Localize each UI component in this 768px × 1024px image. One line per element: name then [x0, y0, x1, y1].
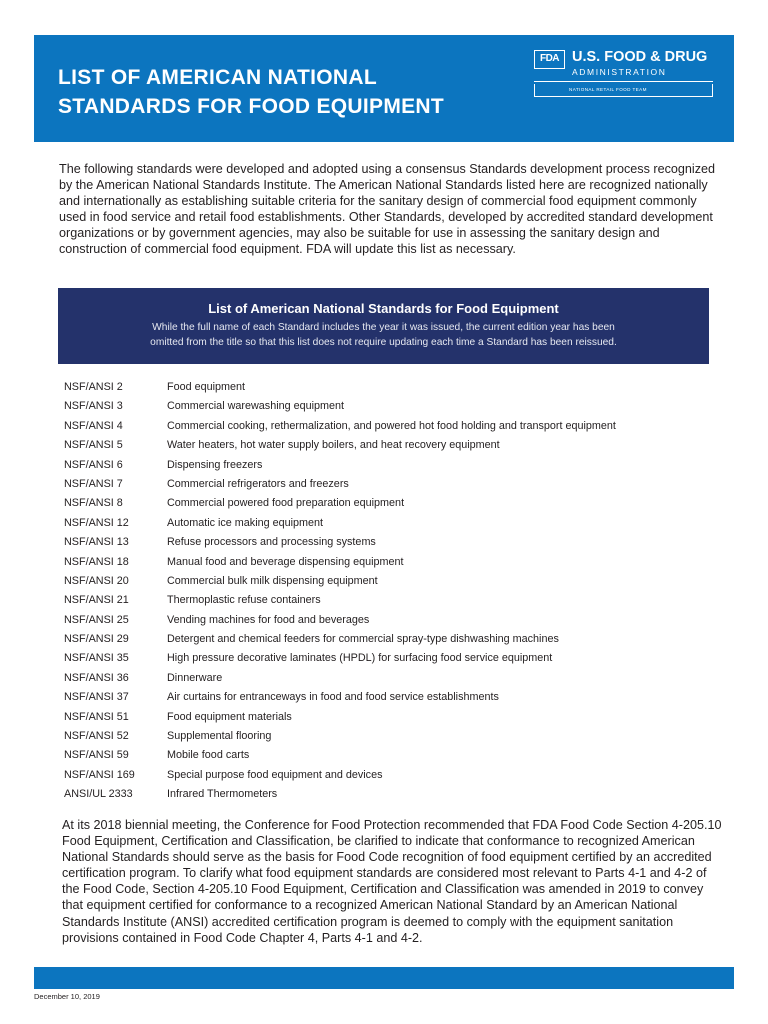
list-item	[64, 591, 704, 610]
standard-code: NSF/ANSI 35	[64, 652, 129, 665]
page-title	[58, 63, 444, 121]
standard-description: Food equipment materials	[167, 710, 292, 723]
standard-description: Infrared Thermometers	[167, 788, 278, 801]
standard-description: Automatic ice making equipment	[167, 516, 324, 529]
standard-code: NSF/ANSI 59	[64, 749, 129, 762]
list-item	[64, 397, 704, 416]
list-item	[64, 649, 704, 668]
standard-description: Supplemental flooring	[167, 730, 272, 743]
closing-paragraph: At its 2018 biennial meeting, the Conference for Food Protection recommended that FDA Food Code Section 4-205.10 Food Equipment, Certification and Classification, be clarified to indicate that conformance to recognized American National Standards should serve as the basis for Food Code recognition of food equipment certified by an accredited certification program. To clarify what food equipment standards are considered most relevant to Parts 4-1 and 4-2 of the Food Code, Section 4-205.10 Food Equipment, Certification and Classification was amended in 2019 to convey that equipment certified for conformance to a recognized American National Standard by an American National Standards Institute (ANSI) accredited certification program is deemed to comply with the equipment sanitation provisions contained in Food Code Chapter 4, Parts 4-1 and 4-2.	[62, 818, 722, 945]
standards-list-note-line-1: While the full name of each Standard includes the year it was issued, the current edition year has been	[152, 322, 615, 333]
list-item	[64, 436, 704, 455]
list-item	[64, 475, 704, 494]
standard-code: NSF/ANSI 169	[64, 768, 135, 781]
list-item	[64, 494, 704, 513]
standard-code: NSF/ANSI 2	[64, 381, 123, 393]
agency-name: U.S. FOOD & DRUG	[572, 49, 708, 65]
standard-code: NSF/ANSI 37	[64, 691, 129, 704]
standard-code: NSF/ANSI 18	[64, 555, 129, 568]
standards-list-heading: List of American National Standards for Food Equipment	[208, 301, 559, 316]
standard-code: NSF/ANSI 21	[64, 594, 129, 607]
standard-code: NSF/ANSI 52	[64, 730, 129, 743]
team-name: NATIONAL RETAIL FOOD TEAM	[534, 84, 713, 97]
standard-description: Commercial warewashing equipment	[167, 400, 345, 413]
list-item	[64, 572, 704, 591]
list-item	[64, 417, 704, 436]
standard-description: High pressure decorative laminates (HPDL) for surfacing food service equipment	[167, 652, 553, 665]
standard-code: NSF/ANSI 36	[64, 671, 129, 684]
standard-code: NSF/ANSI 8	[64, 497, 123, 510]
list-item	[64, 611, 704, 630]
standard-code: NSF/ANSI 5	[64, 439, 123, 452]
standard-description: Vending machines for food and beverages	[167, 613, 370, 626]
agency-subtitle: ADMINISTRATION	[572, 67, 667, 77]
standard-code: NSF/ANSI 25	[64, 613, 129, 626]
list-item	[64, 456, 704, 475]
list-item	[64, 708, 704, 727]
standards-list-note-line-2: omitted from the title so that this list does not require updating each time a Standard has been reissued.	[150, 336, 617, 348]
standard-code: NSF/ANSI 12	[64, 516, 129, 529]
header-banner	[34, 35, 734, 142]
page-title-line-1: LIST OF AMERICAN NATIONAL	[58, 66, 377, 89]
footer-bar	[34, 967, 734, 989]
publication-date: December 10, 2019	[34, 992, 100, 1001]
list-item	[64, 553, 704, 572]
standard-code: NSF/ANSI 51	[64, 710, 129, 723]
standard-code: NSF/ANSI 6	[64, 458, 123, 471]
fda-logo-icon: FDA	[534, 50, 565, 69]
standard-description: Commercial bulk milk dispensing equipment	[167, 574, 378, 587]
standard-code: NSF/ANSI 4	[64, 419, 123, 432]
standard-code: ANSI/UL 2333	[64, 788, 133, 801]
standard-description: Commercial cooking, rethermalization, and powered hot food holding and transport equipment	[167, 419, 616, 432]
standard-description: Commercial refrigerators and freezers	[167, 477, 349, 490]
list-item	[64, 514, 704, 533]
list-item	[64, 746, 704, 765]
standard-description: Dispensing freezers	[167, 458, 263, 471]
standard-code: NSF/ANSI 29	[64, 633, 129, 646]
standards-list-banner	[58, 288, 709, 364]
standard-description: Refuse processors and processing systems	[167, 536, 376, 549]
standard-code: NSF/ANSI 7	[64, 477, 123, 490]
standards-list	[64, 378, 704, 805]
standard-code: NSF/ANSI 3	[64, 400, 123, 413]
standard-description: Food equipment	[167, 381, 246, 393]
standard-description: Manual food and beverage dispensing equipment	[167, 555, 404, 568]
list-item	[64, 533, 704, 552]
list-item	[64, 688, 704, 707]
standard-description: Detergent and chemical feeders for commercial spray-type dishwashing machines	[167, 633, 559, 646]
logo-divider	[534, 81, 713, 82]
list-item	[64, 378, 704, 397]
standards-list-note	[58, 321, 709, 350]
standard-description: Air curtains for entranceways in food and food service establishments	[167, 691, 499, 704]
standard-code: NSF/ANSI 20	[64, 574, 129, 587]
list-item	[64, 766, 704, 785]
standard-description: Commercial powered food preparation equipment	[167, 497, 405, 510]
standard-description: Mobile food carts	[167, 749, 250, 762]
standard-description: Special purpose food equipment and devices	[167, 768, 383, 781]
standard-description: Dinnerware	[167, 671, 223, 684]
page-title-line-2: STANDARDS FOR FOOD EQUIPMENT	[58, 95, 445, 118]
list-item	[64, 669, 704, 688]
standard-description: Water heaters, hot water supply boilers, and heat recovery equipment	[167, 439, 500, 452]
list-item	[64, 727, 704, 746]
standard-description: Thermoplastic refuse containers	[167, 594, 321, 607]
standard-code: NSF/ANSI 13	[64, 536, 129, 549]
list-item	[64, 630, 704, 649]
list-item	[64, 785, 704, 804]
intro-paragraph: The following standards were developed and adopted using a consensus Standards development process recognized by the American National Standards Institute. The American National Standards listed here are recognized nationally and internationally as establishing suitable criteria for the sanitary design of commercial food equipment commonly used in food service and retail food establishments. Other Standards, developed by accredited standard development organizations or by government agencies, may also be suitable for use in assessing the sanitary design and construction of commercial food equipment. FDA will update this list as necessary.	[59, 162, 716, 257]
